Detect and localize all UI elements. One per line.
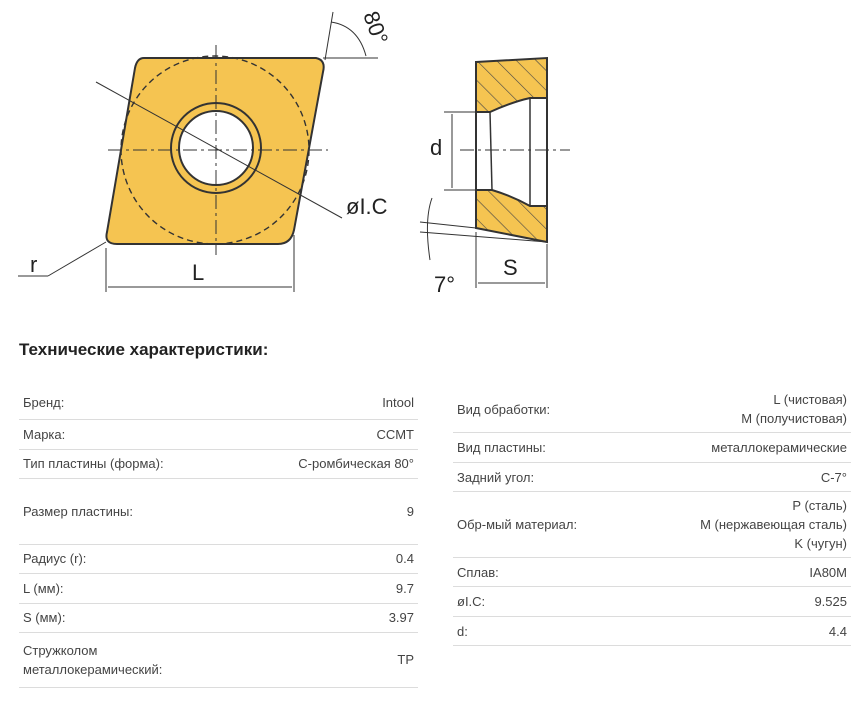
spec-key-line: Стружколом <box>23 642 98 658</box>
table-row <box>453 617 851 646</box>
spec-key: S (мм): <box>19 603 237 632</box>
spec-value: металлокерамические <box>633 433 851 463</box>
spec-key: øI.C: <box>453 587 633 617</box>
spec-value-line: L (чистовая) <box>773 392 847 407</box>
spec-value: 3.97 <box>237 603 418 632</box>
spec-key: Тип пластины (форма): <box>19 449 237 478</box>
insert-front-view <box>18 8 393 292</box>
table-row <box>453 386 851 433</box>
r-label: r <box>30 252 38 277</box>
spec-value <box>633 492 851 558</box>
spec-key: Обр-мый материал: <box>453 492 633 558</box>
spec-table-left <box>19 386 418 688</box>
spec-value-line: M (нержавеющая сталь) <box>700 517 847 532</box>
spec-title: Технические характеристики: <box>19 340 269 359</box>
table-row <box>19 478 418 544</box>
spec-value-line: K (чугун) <box>794 536 847 551</box>
spec-key: Задний угол: <box>453 463 633 492</box>
table-row <box>453 433 851 463</box>
spec-value: 0.4 <box>237 544 418 573</box>
spec-value: Intool <box>237 386 418 419</box>
table-row <box>19 386 418 419</box>
L-label: L <box>192 260 205 285</box>
spec-key: Размер пластины: <box>19 478 237 544</box>
table-row <box>19 603 418 632</box>
spec-key: Бренд: <box>19 386 237 419</box>
table-row <box>453 463 851 492</box>
ic-label: øI.C <box>346 194 388 219</box>
spec-value: TP <box>237 632 418 687</box>
table-row <box>453 492 851 558</box>
spec-table-right <box>453 386 851 646</box>
table-row <box>19 632 418 687</box>
spec-key: d: <box>453 617 633 646</box>
spec-value: C-ромбическая 80° <box>237 449 418 478</box>
d-label: d <box>430 135 443 160</box>
table-row <box>19 573 418 603</box>
spec-key: Радиус (r): <box>19 544 237 573</box>
section-top <box>476 58 547 112</box>
insert-drawing <box>0 0 867 320</box>
insert-side-view <box>420 58 570 297</box>
table-row <box>19 419 418 449</box>
spec-key-line: металлокерамический: <box>23 661 163 677</box>
spec-value-line: P (сталь) <box>792 498 847 513</box>
spec-key: Вид пластины: <box>453 433 633 463</box>
table-row <box>19 449 418 478</box>
section-bottom <box>476 190 547 242</box>
clearance-angle-label: 7° <box>434 272 456 297</box>
spec-key: Сплав: <box>453 558 633 587</box>
table-row <box>453 587 851 617</box>
S-label: S <box>503 255 518 280</box>
spec-value: 4.4 <box>633 617 851 646</box>
angle-label: 80° <box>358 7 394 48</box>
spec-key: Вид обработки: <box>453 386 633 433</box>
spec-value: 9 <box>237 478 418 544</box>
spec-value: 9.525 <box>633 587 851 617</box>
spec-value: IA80M <box>633 558 851 587</box>
table-row <box>453 558 851 587</box>
spec-key <box>19 632 237 687</box>
spec-value: C-7° <box>633 463 851 492</box>
spec-key: Марка: <box>19 419 237 449</box>
spec-value <box>633 386 851 433</box>
spec-key: L (мм): <box>19 573 237 603</box>
spec-value: CCMT <box>237 419 418 449</box>
spec-value: 9.7 <box>237 573 418 603</box>
table-row <box>19 544 418 573</box>
spec-value-line: M (получистовая) <box>741 411 847 426</box>
